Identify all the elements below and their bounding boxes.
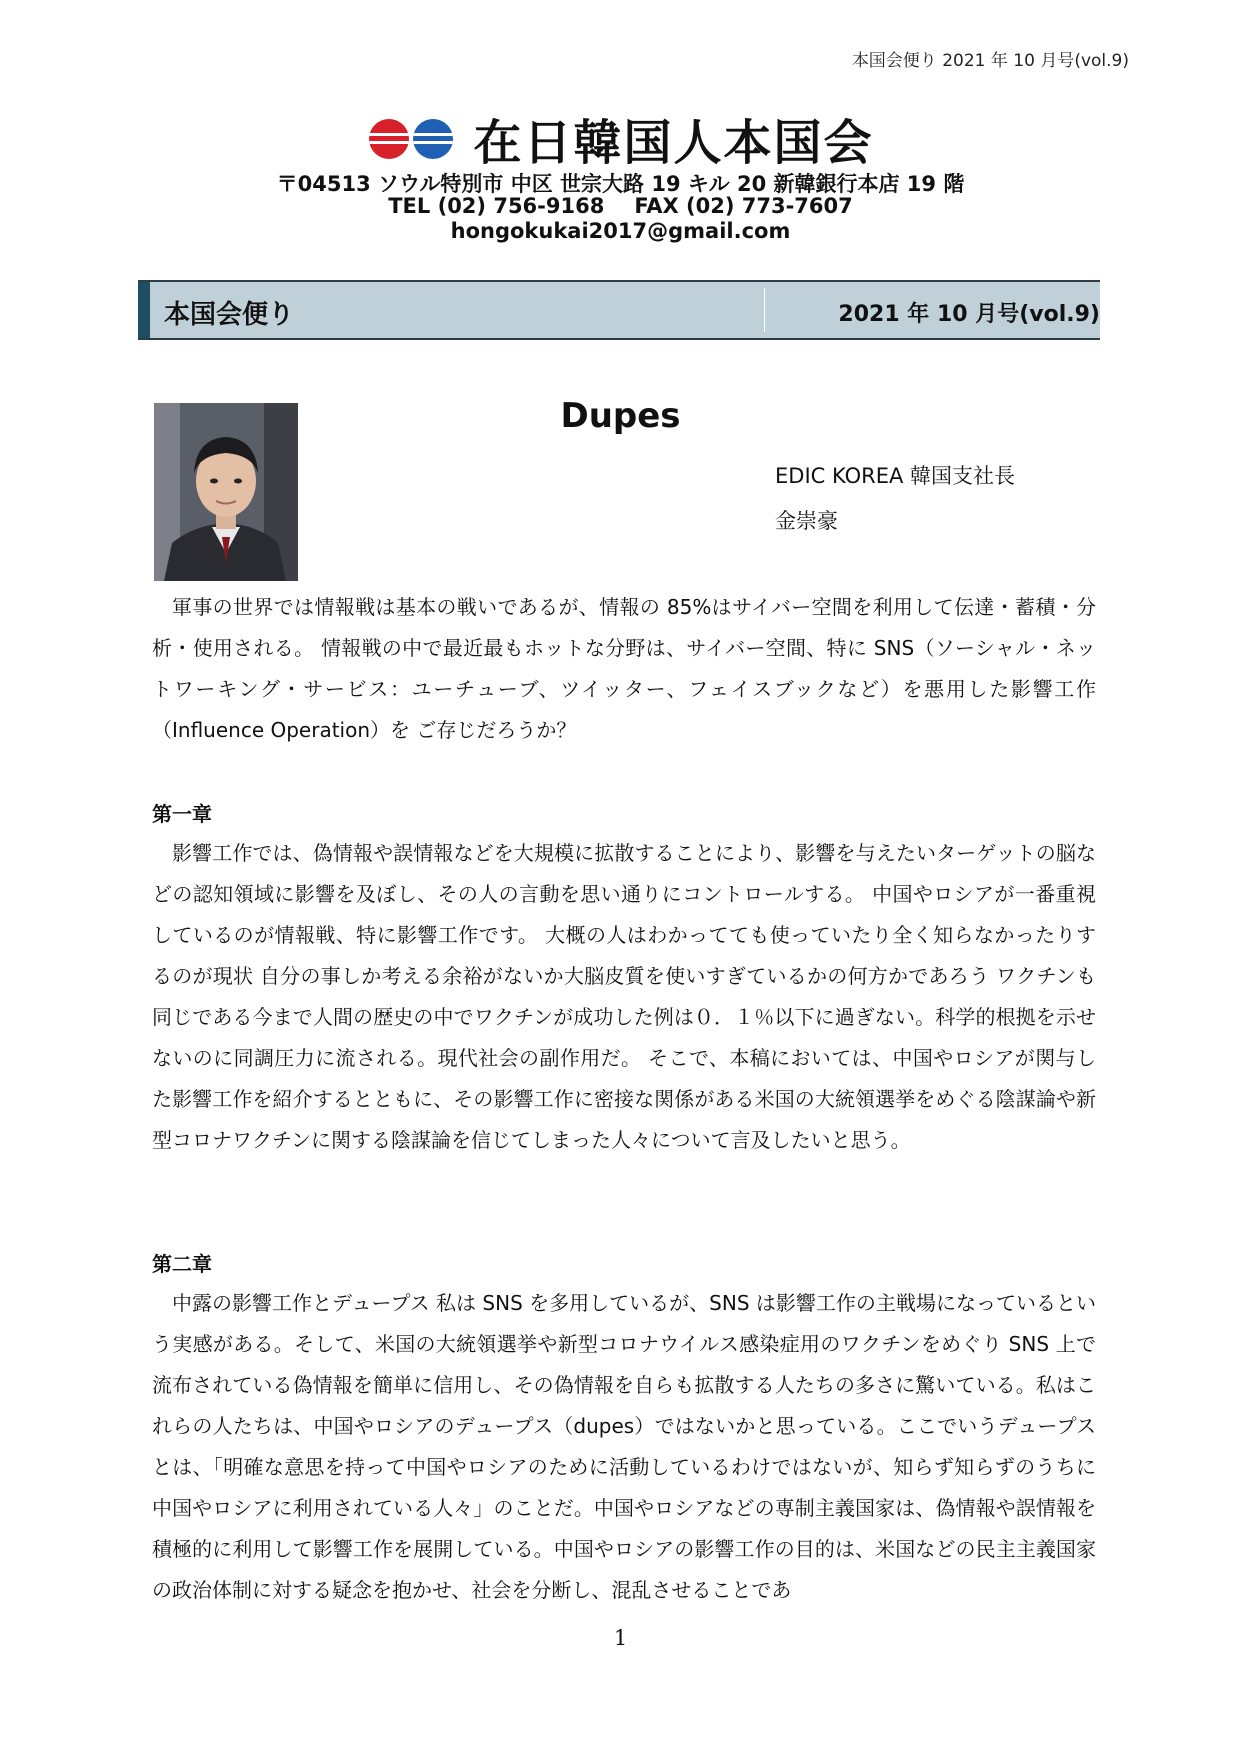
chapter-2-paragraph: 中露の影響工作とデュープス 私は SNS を多用しているが、SNS は影響工作の主戦場になっているという実感がある。そして、米国の大統領選挙や新型コロナウイルス感染症用のワクチンをめぐり SNS 上で流布されている偽情報を簡単に信用し、その偽情報を自らも拡散する人たちの多さに驚いている。私はこれらの人たちは、中国やロシアのデュープス（dupes）ではないかと思っている。ここでいうデュープスとは、「明確な意思を持って中国やロシアのために活動しているわけではないが、知らず知らずのうちに中国やロシアに利用されている人々」のことだ。中国やロシアなどの専制主義国家は、偽情報や誤情報を積極的に利用して影響工作を展開している。中国やロシアの影響工作の目的は、米国などの民主主義国家の政治体制に対する疑念を抱かせ、社会を分断し、混乱させることであ xyxy=(152,1291,1096,1602)
banner-accent-bar xyxy=(138,282,150,338)
org-phone-fax xyxy=(0,194,1241,218)
intro-paragraph: 軍事の世界では情報戦は基本の戦いであるが、情報の 85%はサイバー空間を利用して伝達・蓄積・分析・使用される。 情報戦の中で最近最もホットな分野は、サイバー空間、特に SNS（ソーシャル・ネットワーキング・サービス：ユーチューブ、ツイッター、フェイスブックなど）を悪用した影響工作（Influence Operation）を ご存じだろうか？ xyxy=(152,595,1096,742)
section-banner xyxy=(138,280,1100,340)
chapter-1-paragraph: 影響工作では、偽情報や誤情報などを大規模に拡散することにより、影響を与えたいターゲットの脳などの認知領域に影響を及ぼし、その人の言動を思い通りにコントロールする。 中国やロシアが一番重視しているのが情報戦、特に影響工作です。 大概の人はわかってても使っていたり全く知らなかったりするのが現状 自分の事しか考える余裕がないか大脳皮質を使いすぎているかの何方かであろう ワクチンも同じである今まで人間の歴史の中でワクチンが成功した例は０．１％以下に過ぎない。科学的根拠を示せないのに同調圧力に流される。現代社会の副作用だ。 そこで、本稿においては、中国やロシアが関与した影響工作を紹介するとともに、その影響工作に密接な関係がある米国の大統領選挙をめぐる陰謀論や新型コロナワクチンに関する陰謀論を信じてしまった人々について言及したいと思う。 xyxy=(152,841,1096,1152)
org-name: 在日韓国人本国会 xyxy=(473,115,874,171)
org-logo-icon xyxy=(367,116,459,162)
org-tel: TEL (02) 756-9168 xyxy=(388,194,605,218)
running-header: 本国会便り 2021 年 10 月号(vol.9) xyxy=(851,51,1129,71)
org-fax: FAX (02) 773-7607 xyxy=(634,194,853,218)
banner-title: 本国会便り xyxy=(164,300,295,330)
article-title: Dupes xyxy=(560,396,681,436)
chapter-1-heading: 第一章 xyxy=(152,802,212,826)
org-address: 〒04513 ソウル特別市 中区 世宗大路 19 キル 20 新韓銀行本店 19 階 xyxy=(276,172,965,196)
author-role: EDIC KOREA 韓国支社長 xyxy=(775,464,1016,488)
masthead xyxy=(0,104,1241,173)
chapter-2-heading: 第二章 xyxy=(152,1252,212,1276)
author-name: 金崇豪 xyxy=(775,509,838,533)
page-number: 1 xyxy=(613,1626,628,1650)
banner-divider xyxy=(764,288,765,332)
org-email: hongokukai2017@gmail.com xyxy=(450,219,791,243)
banner-issue: 2021 年 10 月号(vol.9) xyxy=(838,302,1100,327)
